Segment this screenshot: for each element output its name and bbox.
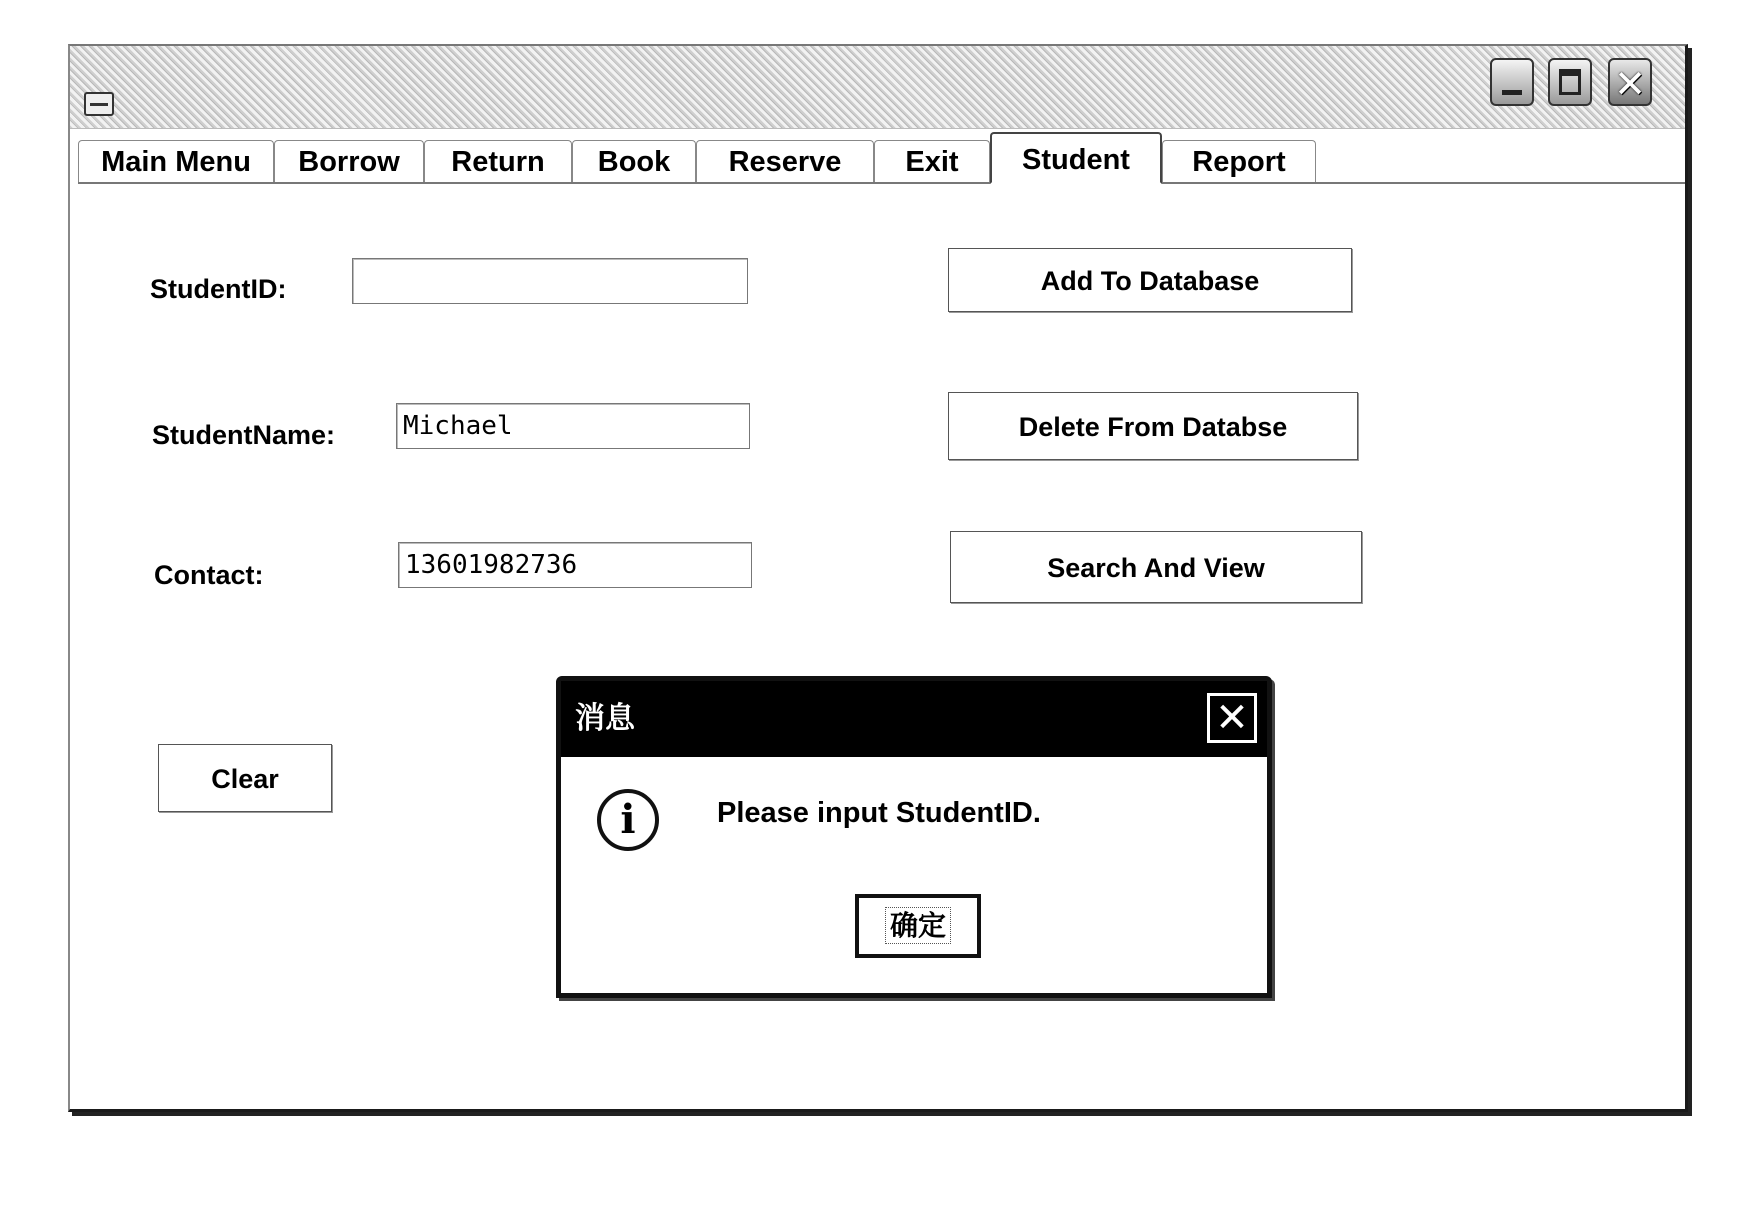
- search-and-view-button[interactable]: Search And View: [950, 531, 1362, 603]
- student-name-field[interactable]: Michael: [396, 403, 750, 449]
- info-icon: i: [597, 789, 659, 851]
- app-menu-icon[interactable]: [84, 92, 114, 116]
- close-icon: ✕: [1614, 64, 1646, 106]
- tab-exit[interactable]: Exit: [874, 140, 990, 182]
- title-bar[interactable]: [70, 46, 1685, 129]
- clear-button[interactable]: Clear: [158, 744, 332, 812]
- contact-field[interactable]: 13601982736: [398, 542, 752, 588]
- student-id-label: StudentID:: [150, 274, 287, 304]
- tab-borrow[interactable]: Borrow: [274, 140, 424, 182]
- ok-button[interactable]: [855, 894, 981, 958]
- tab-report[interactable]: Report: [1162, 140, 1316, 182]
- student-name-label: StudentName:: [152, 420, 336, 450]
- delete-from-database-button[interactable]: Delete From Databse: [948, 392, 1358, 460]
- tab-student[interactable]: Student: [990, 132, 1162, 184]
- minimize-button[interactable]: [1490, 58, 1534, 106]
- tab-main-menu[interactable]: Main Menu: [78, 140, 274, 182]
- tab-return[interactable]: Return: [424, 140, 572, 182]
- dialog-title[interactable]: 消息: [561, 681, 1267, 757]
- student-id-field[interactable]: [352, 258, 748, 304]
- tab-reserve[interactable]: Reserve: [696, 140, 874, 182]
- contact-label: Contact:: [154, 560, 264, 590]
- dialog-message: Please input StudentID.: [717, 797, 1041, 829]
- add-to-database-button[interactable]: Add To Database: [948, 248, 1352, 312]
- maximize-button[interactable]: [1548, 58, 1592, 106]
- tab-bar: [78, 132, 1685, 184]
- tab-book[interactable]: Book: [572, 140, 696, 182]
- close-window-button[interactable]: [1608, 58, 1652, 106]
- dialog-close-button[interactable]: ✕: [1207, 693, 1257, 743]
- message-dialog: [556, 676, 1272, 998]
- ok-button-label: 确定: [885, 907, 951, 944]
